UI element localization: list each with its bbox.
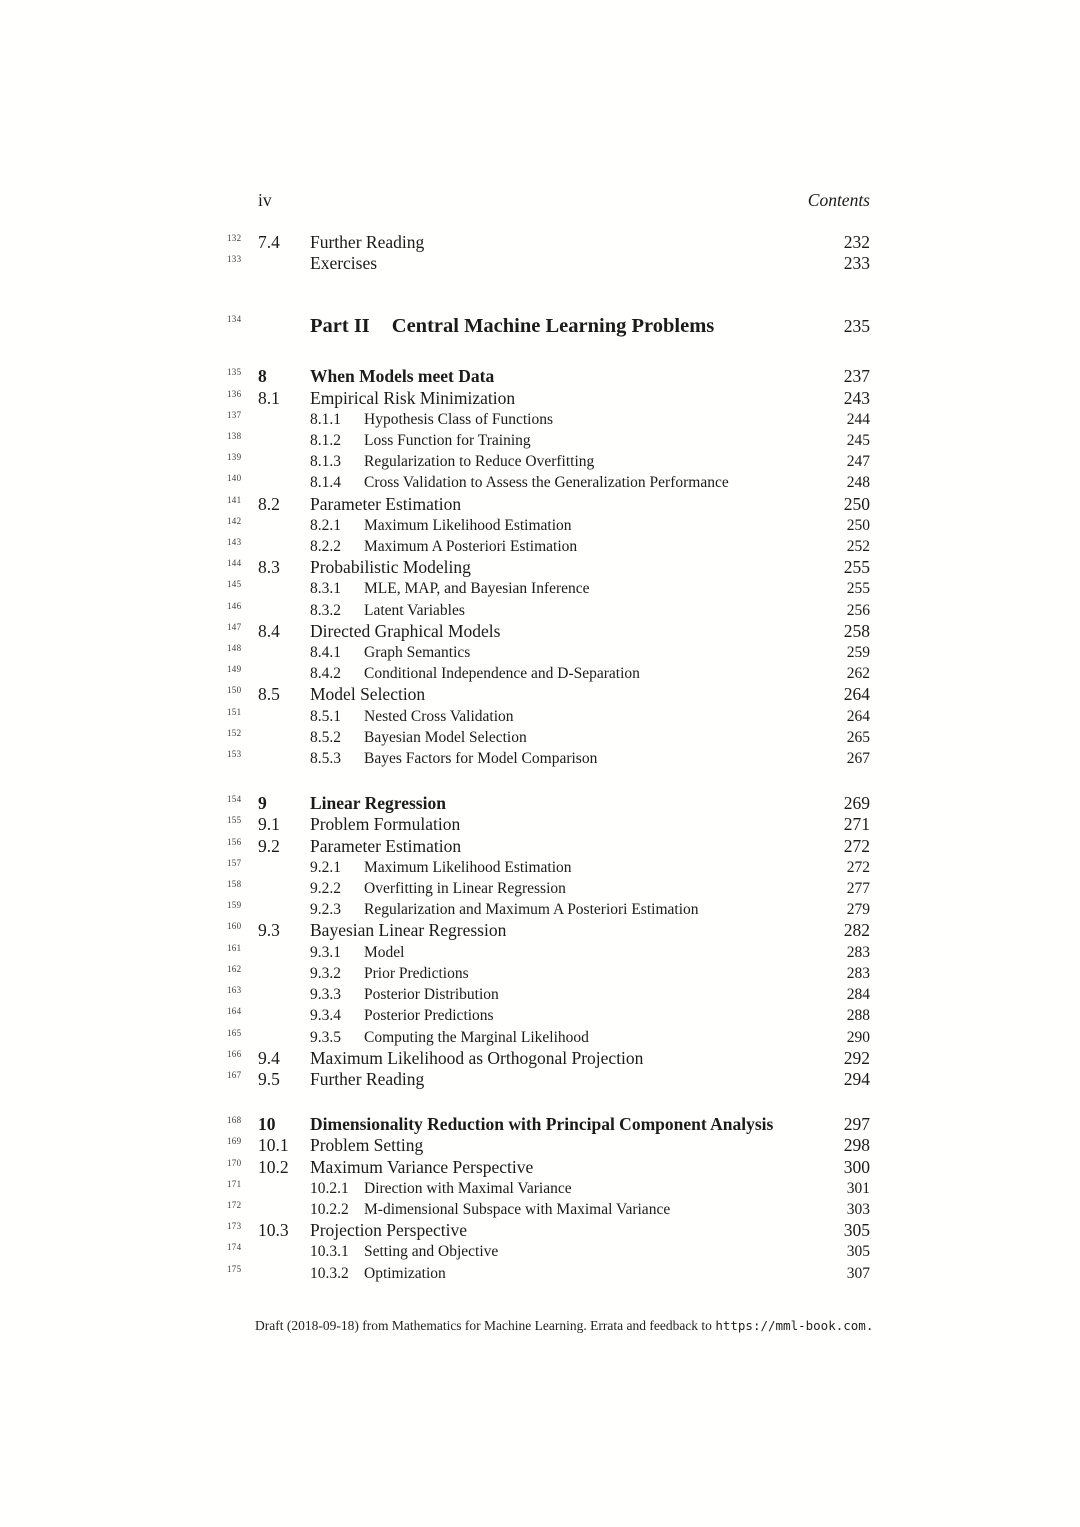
toc-entry-number: 9.2: [258, 835, 280, 856]
toc-entry-number: 7.4: [258, 232, 280, 252]
toc-line-number: 133: [227, 254, 242, 265]
toc-entry-page: 271: [843, 814, 870, 835]
toc-entry-title: Maximum Likelihood as Orthogonal Projection: [310, 1047, 644, 1068]
toc-line-number: 137: [227, 409, 242, 420]
toc-entry-number: 9.2.2: [310, 880, 341, 898]
toc-row: [227, 1178, 870, 1199]
toc-row: [227, 1220, 870, 1241]
toc-entry-title: Empirical Risk Minimization: [310, 387, 516, 408]
toc-row: [227, 451, 870, 472]
toc-entry-page: 250: [843, 493, 870, 514]
toc-entry-title: Maximum A Posteriori Estimation: [364, 538, 578, 556]
toc-row: [227, 899, 870, 920]
toc-entry-page: 247: [846, 453, 870, 471]
toc-entry-page: 284: [846, 986, 870, 1004]
toc-row: [227, 814, 870, 835]
toc-line-number: 148: [227, 643, 242, 654]
toc-entry-page: 245: [846, 432, 870, 450]
toc-row: [227, 1068, 870, 1090]
toc-line-number: 138: [227, 431, 242, 442]
toc-entry-page: 264: [843, 684, 870, 705]
toc-entry-title: Loss Function for Training: [364, 432, 531, 450]
toc-entry-title: M-dimensional Subspace with Maximal Variance: [364, 1200, 671, 1218]
toc-entry-title: Model Selection: [310, 684, 426, 705]
toc-entry-title: Graph Semantics: [364, 644, 471, 662]
toc-row: [227, 1114, 870, 1135]
toc-line-number: 162: [227, 963, 242, 974]
toc-entry-page: 303: [846, 1200, 870, 1218]
toc-row: [227, 835, 870, 857]
toc-line-number: 152: [227, 727, 242, 738]
toc-entry-number: 8: [258, 366, 267, 387]
toc-entry-title: Probabilistic Modeling: [310, 557, 471, 578]
toc-line-number: 169: [227, 1136, 242, 1147]
toc-line-number: 142: [227, 515, 242, 526]
toc-entry-page: 259: [846, 644, 870, 662]
toc-entry-page: 243: [843, 387, 870, 408]
toc-line-number: 150: [227, 685, 242, 696]
toc-entry-title: Problem Setting: [310, 1135, 424, 1156]
toc-entry-title: Hypothesis Class of Functions: [364, 410, 554, 428]
toc-entry-page: 300: [843, 1156, 870, 1177]
toc-line-number: 164: [227, 1006, 242, 1017]
page-content: [227, 190, 870, 1284]
toc-entry-title: Parameter Estimation: [310, 493, 462, 514]
toc-line-number: 173: [227, 1221, 242, 1232]
toc-entry-page: 272: [843, 835, 870, 856]
toc-line-number: 165: [227, 1027, 242, 1038]
toc-entry-number: 9.4: [258, 1047, 280, 1068]
toc-row: [227, 748, 870, 769]
toc-entry-title: Setting and Objective: [364, 1243, 499, 1261]
toc-entry-title: Problem Formulation: [310, 814, 461, 835]
toc-row: [227, 620, 870, 642]
toc-entry-page: 294: [843, 1068, 870, 1089]
toc-entry-page: 282: [843, 920, 870, 941]
toc-line-number: 168: [227, 1115, 242, 1126]
toc-row: [227, 663, 870, 684]
toc-row: [227, 557, 870, 578]
toc-line-number: 172: [227, 1199, 242, 1210]
toc-entry-number: 10.3.2: [310, 1264, 349, 1282]
toc-entry-title: Projection Perspective: [310, 1220, 467, 1241]
toc-list: [227, 232, 870, 1284]
toc-entry-page: 265: [846, 728, 870, 746]
toc-entry-page: 235: [843, 316, 870, 337]
toc-entry-page: 250: [846, 516, 870, 534]
toc-line-number: 156: [227, 836, 242, 847]
toc-line-number: 144: [227, 558, 242, 569]
toc-entry-number: 9.3.1: [310, 943, 341, 961]
running-header-contents: Contents: [807, 190, 870, 210]
toc-entry-title: Model: [364, 943, 405, 961]
toc-row: [227, 1241, 870, 1262]
toc-row: [227, 472, 870, 493]
toc-row: [227, 1199, 870, 1220]
toc-entry-page: 283: [846, 964, 870, 982]
toc-entry-page: 244: [846, 410, 870, 428]
toc-row: [227, 857, 870, 878]
toc-entry-title: Dimensionality Reduction with Principal Component Analysis: [310, 1114, 774, 1135]
toc-line-number: 174: [227, 1242, 242, 1253]
toc-entry-page: 255: [846, 580, 870, 598]
toc-entry-number: 9.5: [258, 1068, 280, 1089]
toc-line-number: 134: [227, 314, 242, 325]
toc-entry-number: 8.2: [258, 493, 280, 514]
toc-entry-page: 292: [843, 1047, 870, 1068]
toc-line-number: 147: [227, 621, 242, 632]
toc-row: [227, 366, 870, 387]
toc-entry-number: 9.3.4: [310, 1007, 341, 1025]
toc-entry-page: 288: [846, 1007, 870, 1025]
toc-entry-page: 283: [846, 943, 870, 961]
toc-line-number: 136: [227, 388, 242, 399]
toc-entry-number: 10.2.1: [310, 1179, 349, 1197]
toc-entry-page: 252: [846, 538, 870, 556]
toc-entry-title: Overfitting in Linear Regression: [364, 880, 566, 898]
toc-line-number: 141: [227, 494, 242, 505]
toc-entry-title: Bayes Factors for Model Comparison: [364, 750, 598, 768]
toc-row: [227, 727, 870, 748]
toc-entry-page: 305: [846, 1243, 870, 1261]
toc-line-number: 167: [227, 1069, 242, 1080]
toc-entry-page: 307: [846, 1264, 870, 1282]
toc-line-number: 143: [227, 537, 242, 548]
toc-entry-title: Conditional Independence and D-Separation: [364, 665, 640, 683]
toc-entry-number: 8.4.2: [310, 665, 341, 683]
toc-entry-title: Regularization and Maximum A Posteriori Estimation: [364, 901, 699, 919]
toc-entry-number: 8.1.1: [310, 410, 341, 428]
toc-entry-title: Maximum Likelihood Estimation: [364, 516, 572, 534]
toc-entry-number: Part II: [310, 315, 370, 338]
toc-line-number: 135: [227, 367, 242, 378]
toc-entry-page: 262: [846, 665, 870, 683]
toc-entry-title: Bayesian Linear Regression: [310, 920, 507, 941]
toc-row: [227, 387, 870, 409]
toc-entry-page: 264: [846, 707, 870, 725]
toc-line-number: 166: [227, 1048, 242, 1059]
toc-entry-number: 8.4: [258, 620, 280, 641]
toc-row: [227, 1135, 870, 1156]
toc-entry-title: MLE, MAP, and Bayesian Inference: [364, 580, 590, 598]
toc-entry-page: 255: [843, 557, 870, 578]
toc-line-number: 163: [227, 985, 242, 996]
toc-row: [227, 1156, 870, 1178]
toc-line-number: 157: [227, 857, 242, 868]
toc-entry-title: Maximum Likelihood Estimation: [364, 858, 572, 876]
toc-entry-title: Prior Predictions: [364, 964, 469, 982]
footer-draft-text: Draft (2018-09-18) from Mathematics for Machine Learning. Errata and feedback to: [255, 1318, 712, 1333]
toc-row: [227, 578, 870, 599]
toc-line-number: 158: [227, 879, 242, 890]
toc-entry-number: 9.3.2: [310, 964, 341, 982]
toc-entry-page: 267: [846, 750, 870, 768]
toc-entry-title: Further Reading: [310, 1068, 425, 1089]
toc-entry-title: Regularization to Reduce Overfitting: [364, 453, 595, 471]
toc-line-number: 145: [227, 579, 242, 590]
toc-entry-title: Directed Graphical Models: [310, 620, 501, 641]
toc-row: [227, 642, 870, 663]
toc-row: [227, 515, 870, 536]
toc-line-number: 170: [227, 1157, 242, 1168]
page-footer: [255, 1318, 873, 1334]
toc-entry-number: 10.2.2: [310, 1200, 349, 1218]
toc-entry-title: Further Reading: [310, 232, 425, 252]
toc-line-number: 160: [227, 921, 242, 932]
toc-row: [227, 493, 870, 515]
toc-entry-page: 277: [846, 880, 870, 898]
toc-entry-title: When Models meet Data: [310, 366, 495, 387]
toc-entry-page: 272: [846, 858, 870, 876]
toc-row: [227, 984, 870, 1005]
toc-entry-page: 297: [843, 1114, 870, 1135]
toc-line-number: 153: [227, 749, 242, 760]
toc-entry-title: Computing the Marginal Likelihood: [364, 1028, 589, 1046]
toc-row: [227, 310, 870, 342]
toc-entry-page: 290: [846, 1028, 870, 1046]
toc-entry-page: 258: [843, 620, 870, 641]
toc-row: [227, 1005, 870, 1026]
toc-entry-title: Nested Cross Validation: [364, 707, 514, 725]
toc-entry-page: 256: [846, 601, 870, 619]
toc-line-number: 154: [227, 794, 242, 805]
toc-entry-page: 279: [846, 901, 870, 919]
toc-entry-number: 8.5.2: [310, 728, 341, 746]
toc-row: [227, 430, 870, 451]
toc-entry-title: Linear Regression: [310, 793, 446, 814]
toc-row: [227, 684, 870, 705]
toc-entry-page: 269: [843, 793, 870, 814]
toc-line-number: 155: [227, 815, 242, 826]
toc-entry-number: 8.5.1: [310, 707, 341, 725]
toc-entry-number: 8.4.1: [310, 644, 341, 662]
footer-url: https://mml-book.com.: [715, 1318, 874, 1333]
toc-entry-title: Exercises: [310, 253, 378, 274]
toc-entry-number: 9.2.1: [310, 858, 341, 876]
toc-row: [227, 706, 870, 727]
toc-line-number: 175: [227, 1263, 242, 1274]
toc-entry-page: 301: [846, 1179, 870, 1197]
toc-row: [227, 409, 870, 430]
toc-line-number: 139: [227, 452, 242, 463]
toc-entry-number: 10.1: [258, 1135, 289, 1156]
toc-entry-number: 8.1.3: [310, 453, 341, 471]
toc-entry-page: 298: [843, 1135, 870, 1156]
toc-row: [227, 1047, 870, 1069]
toc-row: [227, 793, 870, 814]
toc-entry-title: Posterior Predictions: [364, 1007, 494, 1025]
toc-entry-number: 10.3.1: [310, 1243, 349, 1261]
toc-row: [227, 878, 870, 899]
toc-row: [227, 253, 870, 274]
toc-entry-page: 248: [846, 474, 870, 492]
toc-line-number: 159: [227, 900, 242, 911]
toc-entry-number: 9.3: [258, 920, 280, 941]
toc-entry-title: Bayesian Model Selection: [364, 728, 527, 746]
toc-entry-number: 8.1: [258, 387, 280, 408]
toc-entry-number: 8.1.2: [310, 432, 341, 450]
toc-entry-number: 10.2: [258, 1156, 289, 1177]
toc-line-number: 146: [227, 600, 242, 611]
toc-row: [227, 536, 870, 557]
toc-entry-title: Central Machine Learning Problems: [391, 315, 715, 338]
toc-entry-page: 305: [843, 1220, 870, 1241]
toc-entry-page: 237: [843, 366, 870, 387]
toc-line-number: 171: [227, 1178, 242, 1189]
toc-entry-number: 8.2.2: [310, 538, 341, 556]
toc-entry-title: Maximum Variance Perspective: [310, 1156, 534, 1177]
toc-entry-number: 10.3: [258, 1220, 289, 1241]
toc-entry-number: 9.1: [258, 814, 280, 835]
toc-entry-title: Direction with Maximal Variance: [364, 1179, 572, 1197]
toc-entry-title: Parameter Estimation: [310, 835, 462, 856]
toc-entry-number: 8.2.1: [310, 516, 341, 534]
toc-entry-title: Optimization: [364, 1264, 446, 1282]
page-header: [258, 190, 870, 211]
toc-row: [227, 600, 870, 621]
toc-line-number: 149: [227, 664, 242, 675]
toc-entry-number: 9.3.3: [310, 986, 341, 1004]
toc-row: [227, 232, 870, 253]
toc-entry-number: 8.5.3: [310, 750, 341, 768]
toc-entry-number: 10: [258, 1114, 276, 1135]
toc-entry-page: 233: [843, 253, 870, 274]
toc-row: [227, 1027, 870, 1048]
toc-entry-number: 8.3.2: [310, 601, 341, 619]
toc-entry-number: 8.5: [258, 684, 280, 705]
page-number-label: iv: [258, 190, 272, 210]
toc-line-number: 140: [227, 473, 242, 484]
toc-entry-number: 9.3.5: [310, 1028, 341, 1046]
toc-row: [227, 963, 870, 984]
toc-row: [227, 1263, 870, 1284]
toc-entry-number: 8.3: [258, 557, 280, 578]
toc-entry-number: 8.3.1: [310, 580, 341, 598]
toc-line-number: 161: [227, 942, 242, 953]
toc-line-number: 151: [227, 706, 242, 717]
toc-entry-title: Cross Validation to Assess the Generalization Performance: [364, 474, 729, 492]
toc-entry-title: Latent Variables: [364, 601, 465, 619]
toc-entry-number: 9: [258, 793, 267, 814]
toc-entry-title: Posterior Distribution: [364, 986, 499, 1004]
toc-row: [227, 942, 870, 963]
toc-entry-number: 8.1.4: [310, 474, 341, 492]
toc-row: [227, 920, 870, 941]
toc-entry-page: 232: [843, 232, 870, 252]
toc-entry-number: 9.2.3: [310, 901, 341, 919]
toc-line-number: 132: [227, 233, 242, 243]
